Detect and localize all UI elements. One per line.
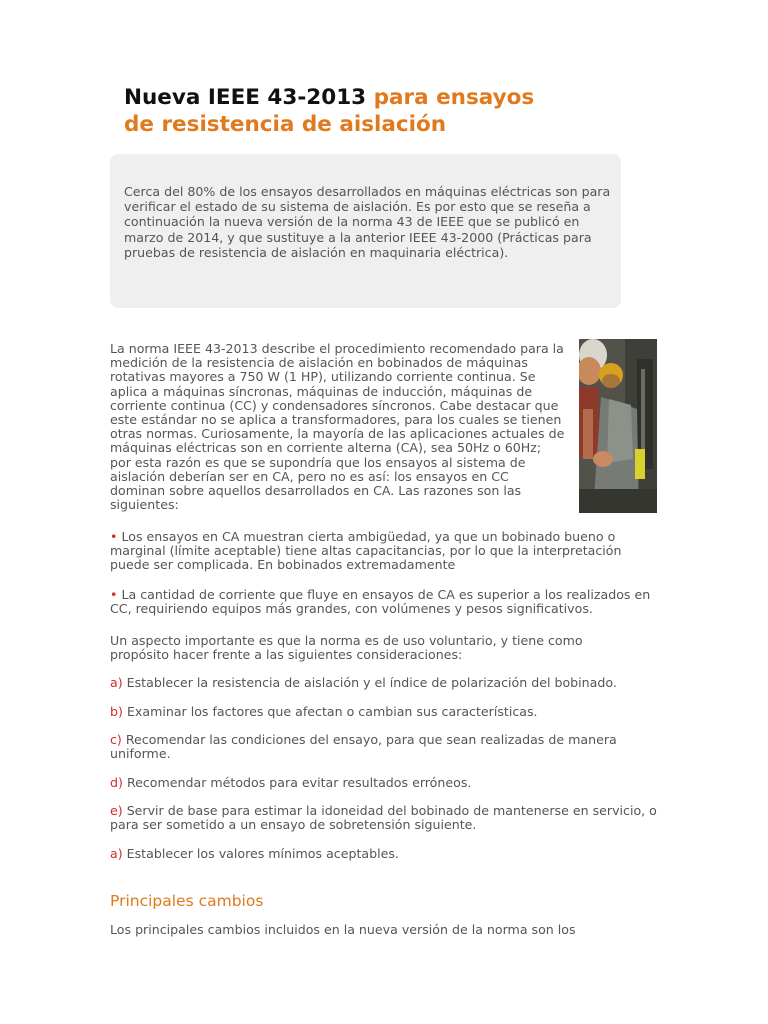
- aspect-paragraph: Un aspecto importante es que la norma es de uso voluntario, y tiene como propósito hacer frente a las siguientes consideraciones:: [110, 633, 583, 663]
- intro-box: [110, 154, 621, 308]
- consideration-item: [110, 676, 660, 690]
- intro-text: Cerca del 80% de los ensayos desarrollados en máquinas eléctricas son para verificar el estado de su sistema de aislación. Es por esto que se reseña a continuación la nueva versión de la norma 43 de IEEE que se publicó en marzo de 2014, y que sustituye a la anterior IEEE 43-2000 (Prácticas para pruebas de resistencia de aislación en maquinaria eléctrica).: [124, 184, 611, 260]
- consideration-letter: e): [110, 803, 123, 818]
- consideration-letter: d): [110, 775, 123, 790]
- article-title: [124, 84, 684, 138]
- consideration-item: [110, 804, 665, 832]
- bullet-marker: •: [110, 587, 118, 602]
- consideration-letter: a): [110, 846, 123, 861]
- workers-photo: [579, 339, 657, 513]
- consideration-text: Recomendar las condiciones del ensayo, para que sean realizadas de manera uniforme.: [110, 732, 617, 762]
- consideration-item: [110, 733, 660, 761]
- consideration-text: Servir de base para estimar la idoneidad del bobinado de mantenerse en servicio, o para ser sometido a un ensayo de sobretensión siguiente.: [110, 803, 657, 833]
- consideration-letter: c): [110, 732, 122, 747]
- consideration-text: Examinar los factores que afectan o cambian sus características.: [126, 704, 538, 719]
- consideration-item: [110, 847, 660, 861]
- title-part-orange-2: de resistencia de aislación: [124, 112, 447, 137]
- consideration-text: Recomendar métodos para evitar resultados erróneos.: [126, 775, 472, 790]
- consideration-text: Establecer los valores mínimos aceptables.: [126, 846, 399, 861]
- consideration-item: [110, 776, 660, 790]
- consideration-letter: b): [110, 704, 123, 719]
- title-part-orange-1: para ensayos: [373, 85, 535, 110]
- workers-photo-graphic: [579, 339, 657, 513]
- bullet-item: [110, 588, 655, 616]
- consideration-letter: a): [110, 675, 123, 690]
- bullet-marker: •: [110, 529, 118, 544]
- closing-paragraph: Los principales cambios incluidos en la nueva versión de la norma son los: [110, 922, 576, 937]
- consideration-item: [110, 705, 660, 719]
- title-part-black: Nueva IEEE 43-2013: [124, 85, 374, 110]
- body-paragraph: La norma IEEE 43-2013 describe el procedimiento recomendado para la medición de la resistencia de aislación en bobinados de máquinas rotativas mayores a 750 W (1 HP), utilizando corriente continua. Se aplica a máquinas síncronas, máquinas de inducción, máquinas de corriente continua (CC) y condensadores síncronos. Cabe destacar que este estándar no se aplica a transformadores, para los cuales se tienen otras normas. Curiosamente, la mayoría de las aplicaciones actuales de máquinas eléctricas son en corriente alterna (CA), sea 50Hz o 60Hz; por esta razón es que se supondría que los ensayos al sistema de aislación deberían ser en CA, pero no es así: los ensayos en CC dominan sobre aquellos desarrollados en CA. Las razones son las siguientes:: [110, 341, 565, 513]
- bullet-item: [110, 530, 655, 573]
- bullet-text: Los ensayos en CA muestran cierta ambigüedad, ya que un bobinado bueno o marginal (límite aceptable) tiene altas capacitancias, por lo que la interpretación puede ser complicada. En bobinados extremadamente: [110, 529, 622, 573]
- bullet-text: La cantidad de corriente que fluye en ensayos de CA es superior a los realizados en CC, requiriendo equipos más grandes, con volúmenes y pesos significativos.: [110, 587, 651, 617]
- section-heading: Principales cambios: [110, 892, 264, 910]
- consideration-text: Establecer la resistencia de aislación y el índice de polarización del bobinado.: [126, 675, 617, 690]
